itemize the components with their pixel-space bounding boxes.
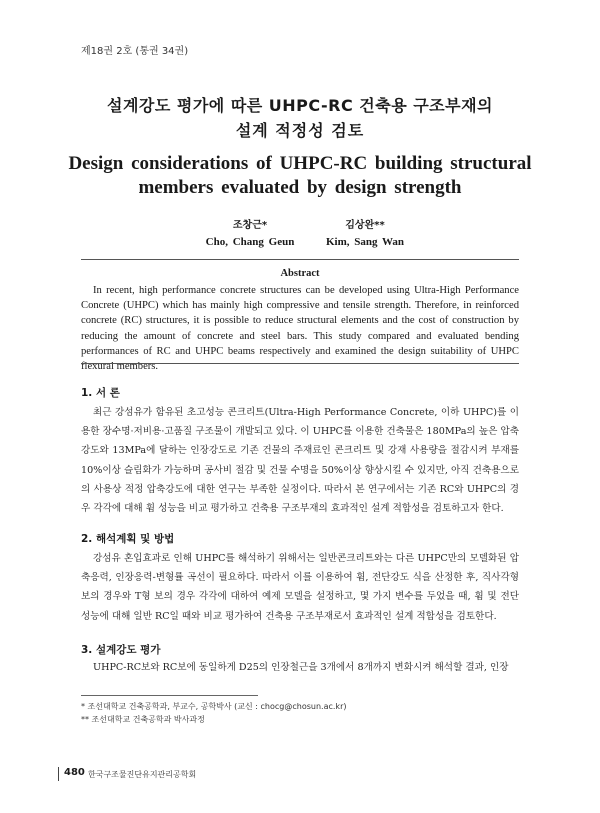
abstract-text: In recent, high performance concrete structures can be developed using Ultra-High Performance Concrete (UHPC) which has mainly high compressive and tensile strength. Therefore, in reinforced concrete (RC) structures, it is possible to reduce structural elements and the cost of construction by reducing the amount of concrete and steel bars. This study compared and evaluated bending performances of RC and UHPC beams respectively and examined the design suitability of UHPC flexural members. <box>81 285 519 373</box>
divider-bottom <box>81 363 519 364</box>
author-2-korean: 김상완** <box>345 220 385 231</box>
section-1-text: 최근 강섬유가 함유된 초고성능 콘크리트(Ultra-High Performance Concrete, 이하 UHPC)를 이용한 장수명·저비용·고품질 구조물이 개발되고 있다. 이 UHPC를 이용한 건축물은 180MPa의 높은 압축강도와 13MPa에 달하는 인장강도로 기존 건물의 주재료인 콘크리트 및 강재 사용량을 절감시켜 부재를 10%이상 슬림화가 가능하며 공사비 절감 및 건물 수명을 50%이상 향상시킬 수 있지만, 아직 건축용으로의 사용상 적정 압축강도에 대한 연구는 부족한 실정이다. 따라서 본 연구에서는 기존 RC와 UHPC의 경우 각각에 대해 휨 성능을 비교 평가하고 건축용 구조부재의 효과적인 설계 적합성을 검토하고자 한다. <box>81 407 519 515</box>
page-number: 480 <box>64 767 85 778</box>
title-english-line1: Design considerations of UHPC-RC building structural <box>68 153 532 174</box>
title-korean-line2: 설계 적정성 검토 <box>235 121 365 140</box>
title-korean-line1: 설계강도 평가에 따른 UHPC-RC 건축용 구조부재의 <box>106 96 494 115</box>
footer-bar <box>58 767 59 781</box>
author-2-english: Kim, Sang Wan <box>325 236 405 248</box>
divider-top <box>81 259 519 260</box>
footnote-divider <box>81 695 258 696</box>
section-3-text: UHPC-RC보와 RC보에 동일하게 D25의 인장철근을 3개에서 8개까지 변화시켜 해석할 결과, 인장 <box>93 662 509 673</box>
journal-name: 한국구조물진단유지관리공학회 <box>88 770 197 779</box>
footnote-1: * 조선대학교 건축공학과, 부교수, 공학박사 (교신 : chocg@chosun.ac.kr) <box>81 702 347 711</box>
footnote-2: ** 조선대학교 건축공학과 박사과정 <box>81 715 205 724</box>
journal-volume-header: 제18권 2호 (통권 34권) <box>81 46 189 57</box>
section-2-heading: 2. 해석계획 및 방법 <box>81 533 175 545</box>
section-1-heading: 1. 서 론 <box>81 387 120 399</box>
author-1-english: Cho, Chang Geun <box>205 236 295 248</box>
abstract-heading: Abstract <box>280 268 320 279</box>
section-2-text: 강섬유 혼입효과로 인해 UHPC를 해석하기 위해서는 일반콘크리트와는 다른 UHPC만의 모델화된 압축응력, 인장응력-변형률 곡선이 필요하다. 따라서 이를 이용하여 휨, 전단강도 식을 산정한 후, 직사각형 보의 경우와 T형 보의 경우 각각에 대하여 예제 모델을 설정하고, 몇 가지 변수를 두었을 때, 휨 및 전단 성능에 대해 일반 RC일 때와 비교 평가하여 건축용 구조부재로서 효과적인 설계 적합성을 검토한다. <box>81 553 519 622</box>
author-1-korean: 조창근* <box>232 220 268 231</box>
title-english-line2: members evaluated by design strength <box>138 177 462 198</box>
section-3-heading: 3. 설계강도 평가 <box>81 644 161 656</box>
